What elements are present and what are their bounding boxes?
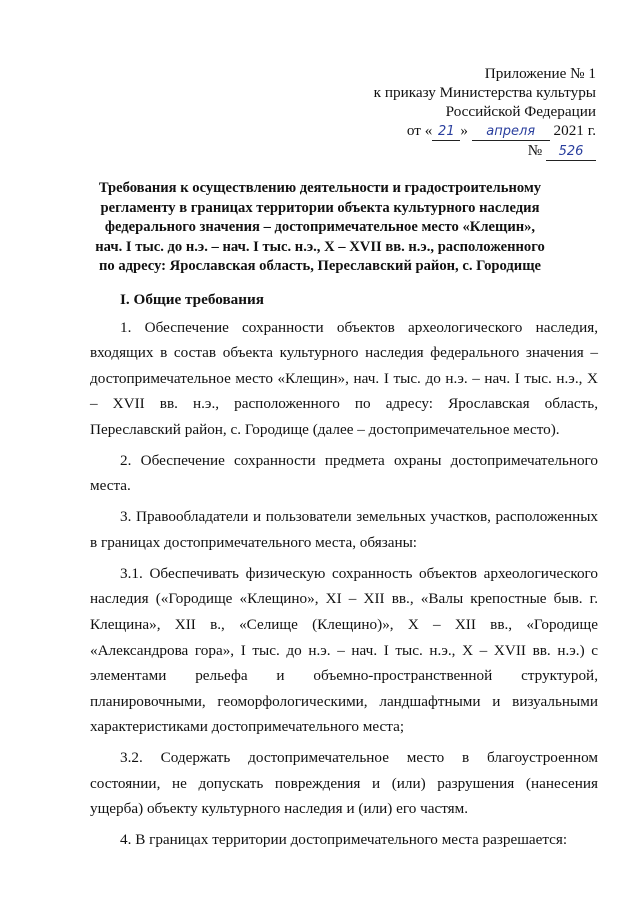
appendix-date-line — [296, 121, 596, 141]
number-prefix: № — [527, 142, 543, 159]
paragraph-2: 2. Обеспечение сохранности предмета охраны достопримечательного места. — [90, 451, 598, 495]
date-year: 2021 г. — [553, 122, 596, 139]
paragraph-3-2: 3.2. Содержать достопримечательное место в благоустроенном состоянии, не допускать повреждения и (или) разрушения (нанесения ущерба) объекту культурного наследия и (или) его частям. — [90, 749, 598, 818]
document-body — [90, 287, 598, 858]
date-mid: » — [460, 122, 468, 139]
appendix-block — [296, 64, 596, 161]
title-line: нач. I тыс. до н.э. – нач. I тыс. н.э., X – XVII вв. н.э., расположенного — [95, 238, 545, 255]
document-title — [70, 179, 570, 277]
appendix-number: Приложение № 1 — [484, 65, 596, 82]
appendix-federation: Российской Федерации — [445, 103, 596, 120]
appendix-order-ref: к приказу Министерства культуры — [373, 84, 596, 101]
paragraph-3: 3. Правообладатели и пользователи земельных участков, расположенных в границах достопримечательного места, обязаны: — [90, 508, 598, 551]
title-line: федерального значения – достопримечательное место «Клещин», — [104, 219, 536, 235]
paragraph-1: 1. Обеспечение сохранности объектов археологического наследия, входящих в состав объекта культурного наследия федерального значения – достопримечательное место «Клещин», нач. I тыс. до н.э. – нач. I тыс. н.э., X – XVII вв. н.э., расположенного по адресу: Ярославская область, Переславский район, с. Городище (далее – достопримечательное место). — [90, 318, 598, 438]
title-line: Требования к осуществлению деятельности и градостроительному — [98, 180, 542, 196]
title-line: по адресу: Ярославская область, Переславский район, с. Городище — [98, 258, 541, 274]
title-line: регламенту в границах территории объекта культурного наследия — [100, 199, 540, 216]
section-heading: I. Общие требования — [120, 291, 264, 308]
handwritten-order-number: 526 — [546, 144, 596, 161]
handwritten-day: 21 — [432, 124, 460, 141]
paragraph-4: 4. В границах территории достопримечательного места разрешается: — [120, 831, 568, 849]
paragraph-3-1: 3.1. Обеспечивать физическую сохранность объектов археологического наследия («Городище «Клещино», XI – XII вв., «Валы крепостные быв. г. Клещина», XII в., «Селище (Клещино)», X – XII вв., «Городище «Александрова гора», I тыс. до н.э. – нач. I тыс. н.э., X – XVII вв. н.э.) с элементами рельефа и объемно-пространственной структурой, планировочными, геоморфологическими, ландшафтными и визуальными характеристиками достопримечательного места; — [90, 564, 598, 736]
appendix-order-number-line — [296, 141, 596, 161]
handwritten-month: апреля — [472, 124, 550, 141]
date-prefix: от « — [406, 122, 433, 139]
